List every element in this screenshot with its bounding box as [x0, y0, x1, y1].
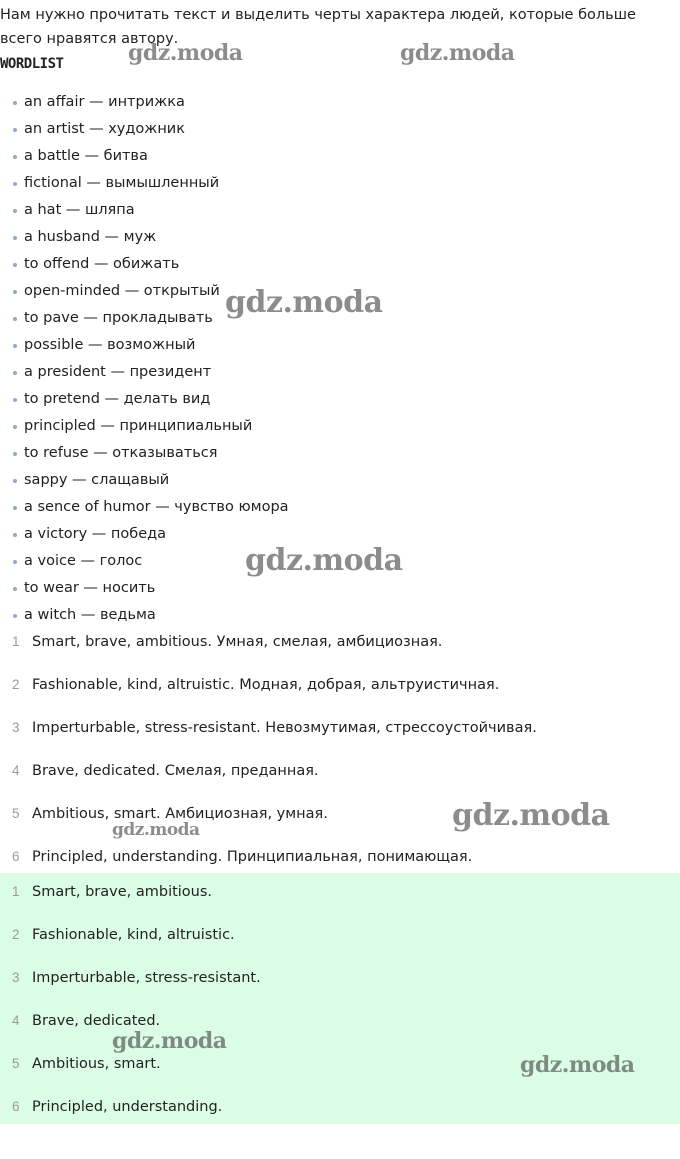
list-item — [0, 467, 289, 494]
wordlist-entry: to wear — носить — [24, 580, 156, 596]
list-item — [0, 197, 289, 224]
list-item — [0, 143, 289, 170]
bullet-icon — [13, 317, 17, 321]
answers-english-list — [0, 878, 680, 1136]
answer-number: 1 — [12, 634, 20, 649]
wordlist-entry: a battle — битва — [24, 148, 148, 164]
answer-number: 6 — [12, 849, 20, 864]
answer-number: 2 — [12, 927, 20, 942]
wordlist-entry: open-minded — открытый — [24, 283, 220, 299]
bullet-icon — [13, 290, 17, 294]
answer-item — [0, 878, 680, 921]
bullet-icon — [13, 587, 17, 591]
wordlist-entry: a victory — победа — [24, 526, 167, 542]
answer-number: 3 — [12, 720, 20, 735]
watermark: gdz.moda — [452, 798, 610, 833]
watermark: gdz.moda — [112, 820, 200, 840]
answer-text: Smart, brave, ambitious. Умная, смелая, амбициозная. — [32, 634, 443, 650]
answer-text: Ambitious, smart. — [32, 1056, 161, 1072]
answer-text: Brave, dedicated. — [32, 1013, 161, 1029]
watermark: gdz.moda — [400, 40, 515, 66]
answer-text: Principled, understanding. Принципиальная, понимающая. — [32, 849, 473, 865]
bullet-icon — [13, 128, 17, 132]
wordlist-entry: a witch — ведьма — [24, 607, 156, 623]
bullet-icon — [13, 263, 17, 267]
wordlist-heading: WORDLIST — [0, 56, 64, 72]
wordlist-entry: a husband — муж — [24, 229, 157, 245]
answer-number: 4 — [12, 1013, 20, 1028]
wordlist-entry: an artist — художник — [24, 121, 185, 137]
list-item — [0, 548, 289, 575]
wordlist-entry: sappy — слащавый — [24, 472, 170, 488]
bullet-icon — [13, 101, 17, 105]
answer-item — [0, 921, 680, 964]
answer-text: Fashionable, kind, altruistic. Модная, добрая, альтруистичная. — [32, 677, 500, 693]
answer-number: 2 — [12, 677, 20, 692]
answer-number: 5 — [12, 806, 20, 821]
wordlist-entry: to refuse — отказываться — [24, 445, 218, 461]
list-item — [0, 440, 289, 467]
wordlist-entry: principled — принципиальный — [24, 418, 253, 434]
answer-item — [0, 714, 680, 757]
list-item — [0, 251, 289, 278]
answer-item — [0, 964, 680, 1007]
list-item — [0, 575, 289, 602]
answer-item — [0, 628, 680, 671]
list-item — [0, 305, 289, 332]
wordlist-entry: to pave — прокладывать — [24, 310, 213, 326]
list-item — [0, 89, 289, 116]
watermark: gdz.moda — [520, 1052, 635, 1078]
answer-item — [0, 800, 680, 843]
wordlist-entry: a voice — голос — [24, 553, 143, 569]
answer-item — [0, 1093, 680, 1136]
list-item — [0, 278, 289, 305]
bullet-icon — [13, 506, 17, 510]
answer-text: Brave, dedicated. Смелая, преданная. — [32, 763, 319, 779]
bullet-icon — [13, 344, 17, 348]
watermark: gdz.moda — [245, 543, 403, 578]
intro-text: Нам нужно прочитать текст и выделить черты характера людей, которые больше всего нравятся автору. — [0, 7, 636, 47]
watermark: gdz.moda — [112, 1028, 227, 1054]
answer-item — [0, 1050, 680, 1093]
answer-text: Smart, brave, ambitious. — [32, 884, 213, 900]
answer-number: 1 — [12, 884, 20, 899]
answer-text: Fashionable, kind, altruistic. — [32, 927, 235, 943]
bullet-icon — [13, 182, 17, 186]
answer-text: Imperturbable, stress-resistant. — [32, 970, 261, 986]
list-item — [0, 494, 289, 521]
wordlist-entry: a hat — шляпа — [24, 202, 135, 218]
wordlist-entry: fictional — вымышленный — [24, 175, 220, 191]
answer-number: 4 — [12, 763, 20, 778]
answer-number: 6 — [12, 1099, 20, 1114]
wordlist — [0, 89, 289, 629]
bullet-icon — [13, 560, 17, 564]
answers-highlight-block — [0, 873, 680, 1124]
wordlist-entry: a sence of humor — чувство юмора — [24, 499, 289, 515]
answer-item — [0, 1007, 680, 1050]
bullet-icon — [13, 209, 17, 213]
answer-number: 3 — [12, 970, 20, 985]
bullet-icon — [13, 371, 17, 375]
bullet-icon — [13, 398, 17, 402]
answers-translated-list — [0, 628, 680, 886]
list-item — [0, 170, 289, 197]
bullet-icon — [13, 236, 17, 240]
list-item — [0, 602, 289, 629]
answer-text: Imperturbable, stress-resistant. Невозмутимая, стрессоустойчивая. — [32, 720, 537, 736]
answer-text: Principled, understanding. — [32, 1099, 223, 1115]
watermark: gdz.moda — [128, 40, 243, 66]
list-item — [0, 332, 289, 359]
list-item — [0, 224, 289, 251]
list-item — [0, 116, 289, 143]
wordlist-entry: possible — возможный — [24, 337, 196, 353]
bullet-icon — [13, 533, 17, 537]
bullet-icon — [13, 155, 17, 159]
bullet-icon — [13, 452, 17, 456]
list-item — [0, 386, 289, 413]
answer-number: 5 — [12, 1056, 20, 1071]
answer-item — [0, 757, 680, 800]
wordlist-entry: to offend — обижать — [24, 256, 180, 272]
list-item — [0, 359, 289, 386]
list-item — [0, 413, 289, 440]
watermark: gdz.moda — [225, 285, 383, 320]
wordlist-entry: to pretend — делать вид — [24, 391, 211, 407]
answer-item — [0, 671, 680, 714]
list-item — [0, 521, 289, 548]
bullet-icon — [13, 479, 17, 483]
answer-text: Ambitious, smart. Амбициозная, умная. — [32, 806, 328, 822]
bullet-icon — [13, 614, 17, 618]
bullet-icon — [13, 425, 17, 429]
wordlist-entry: an affair — интрижка — [24, 94, 185, 110]
wordlist-entry: a president — президент — [24, 364, 212, 380]
